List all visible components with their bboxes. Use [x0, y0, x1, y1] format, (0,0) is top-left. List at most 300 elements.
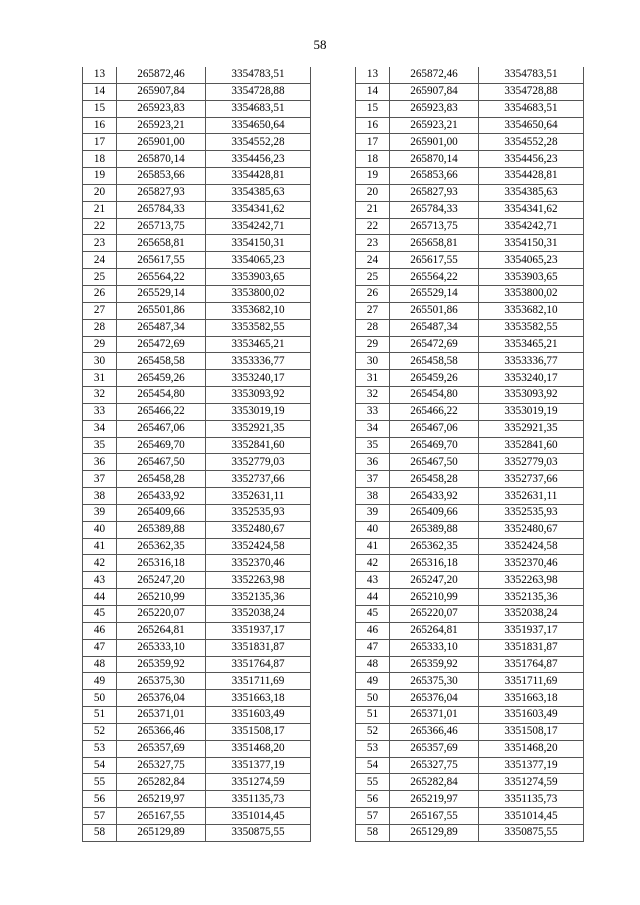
x-coordinate-cell: 265907,84 [390, 83, 479, 100]
point-number-cell: 35 [356, 437, 390, 454]
point-number-cell: 32 [356, 387, 390, 404]
y-coordinate-cell: 3351711,69 [206, 673, 311, 690]
point-number-cell: 56 [83, 791, 117, 808]
x-coordinate-cell: 265907,84 [117, 83, 206, 100]
x-coordinate-cell: 265658,81 [117, 235, 206, 252]
x-coordinate-cell: 265389,88 [390, 521, 479, 538]
x-coordinate-cell: 265901,00 [117, 134, 206, 151]
x-coordinate-cell: 265472,69 [390, 336, 479, 353]
y-coordinate-cell: 3352841,60 [479, 437, 584, 454]
y-coordinate-cell: 3351831,87 [479, 639, 584, 656]
x-coordinate-cell: 265467,50 [117, 454, 206, 471]
y-coordinate-cell: 3354385,63 [206, 184, 311, 201]
point-number-cell: 26 [83, 285, 117, 302]
table-row [356, 100, 584, 117]
x-coordinate-cell: 265219,97 [117, 791, 206, 808]
y-coordinate-cell: 3351603,49 [206, 707, 311, 724]
table-row [83, 673, 311, 690]
point-number-cell: 21 [356, 201, 390, 218]
point-number-cell: 38 [83, 488, 117, 505]
x-coordinate-cell: 265529,14 [390, 285, 479, 302]
x-coordinate-cell: 265220,07 [117, 606, 206, 623]
point-number-cell: 22 [356, 218, 390, 235]
y-coordinate-cell: 3352424,58 [479, 538, 584, 555]
x-coordinate-cell: 265247,20 [117, 572, 206, 589]
point-number-cell: 42 [356, 555, 390, 572]
table-row [356, 740, 584, 757]
x-coordinate-cell: 265282,84 [117, 774, 206, 791]
point-number-cell: 58 [83, 824, 117, 841]
point-number-cell: 42 [83, 555, 117, 572]
x-coordinate-cell: 265210,99 [390, 589, 479, 606]
y-coordinate-cell: 3352921,35 [479, 420, 584, 437]
table-row [356, 723, 584, 740]
point-number-cell: 28 [83, 319, 117, 336]
coordinates-table-right [355, 67, 584, 842]
y-coordinate-cell: 3354242,71 [206, 218, 311, 235]
table-row [83, 707, 311, 724]
table-row [83, 201, 311, 218]
table-row [356, 218, 584, 235]
y-coordinate-cell: 3354683,51 [206, 100, 311, 117]
x-coordinate-cell: 265409,66 [390, 504, 479, 521]
point-number-cell: 49 [356, 673, 390, 690]
point-number-cell: 39 [83, 504, 117, 521]
x-coordinate-cell: 265316,18 [390, 555, 479, 572]
point-number-cell: 44 [83, 589, 117, 606]
point-number-cell: 36 [83, 454, 117, 471]
point-number-cell: 43 [83, 572, 117, 589]
point-number-cell: 25 [356, 269, 390, 286]
table-row [356, 420, 584, 437]
y-coordinate-cell: 3351377,19 [206, 757, 311, 774]
point-number-cell: 40 [356, 521, 390, 538]
y-coordinate-cell: 3354683,51 [479, 100, 584, 117]
table-row [83, 488, 311, 505]
table-row [83, 521, 311, 538]
table-row [356, 387, 584, 404]
y-coordinate-cell: 3353336,77 [206, 353, 311, 370]
x-coordinate-cell: 265433,92 [390, 488, 479, 505]
point-number-cell: 50 [356, 690, 390, 707]
point-number-cell: 53 [83, 740, 117, 757]
point-number-cell: 38 [356, 488, 390, 505]
point-number-cell: 28 [356, 319, 390, 336]
x-coordinate-cell: 265210,99 [117, 589, 206, 606]
y-coordinate-cell: 3352135,36 [479, 589, 584, 606]
point-number-cell: 41 [83, 538, 117, 555]
x-coordinate-cell: 265433,92 [117, 488, 206, 505]
point-number-cell: 23 [356, 235, 390, 252]
x-coordinate-cell: 265853,66 [117, 168, 206, 185]
point-number-cell: 39 [356, 504, 390, 521]
point-number-cell: 33 [83, 403, 117, 420]
table-row [83, 538, 311, 555]
table-row [83, 319, 311, 336]
x-coordinate-cell: 265129,89 [390, 824, 479, 841]
table-row [356, 370, 584, 387]
point-number-cell: 30 [83, 353, 117, 370]
table-row [83, 168, 311, 185]
table-row [356, 184, 584, 201]
table-row [356, 656, 584, 673]
y-coordinate-cell: 3353093,92 [206, 387, 311, 404]
y-coordinate-cell: 3350875,55 [479, 824, 584, 841]
point-number-cell: 13 [83, 67, 117, 83]
table-row [83, 387, 311, 404]
table-row [83, 302, 311, 319]
point-number-cell: 14 [83, 83, 117, 100]
table-row [356, 168, 584, 185]
y-coordinate-cell: 3353240,17 [206, 370, 311, 387]
x-coordinate-cell: 265454,80 [117, 387, 206, 404]
point-number-cell: 51 [356, 707, 390, 724]
x-coordinate-cell: 265458,58 [390, 353, 479, 370]
table-row [356, 201, 584, 218]
y-coordinate-cell: 3352631,11 [479, 488, 584, 505]
x-coordinate-cell: 265375,30 [390, 673, 479, 690]
x-coordinate-cell: 265357,69 [117, 740, 206, 757]
y-coordinate-cell: 3353019,19 [479, 403, 584, 420]
point-number-cell: 30 [356, 353, 390, 370]
point-number-cell: 36 [356, 454, 390, 471]
table-row [83, 471, 311, 488]
table-row [83, 572, 311, 589]
x-coordinate-cell: 265389,88 [117, 521, 206, 538]
x-coordinate-cell: 265129,89 [117, 824, 206, 841]
y-coordinate-cell: 3354728,88 [206, 83, 311, 100]
point-number-cell: 45 [356, 606, 390, 623]
x-coordinate-cell: 265264,81 [117, 622, 206, 639]
table-row [356, 757, 584, 774]
point-number-cell: 55 [356, 774, 390, 791]
y-coordinate-cell: 3353800,02 [479, 285, 584, 302]
x-coordinate-cell: 265376,04 [117, 690, 206, 707]
y-coordinate-cell: 3354650,64 [206, 117, 311, 134]
table-row [356, 572, 584, 589]
table-row [356, 302, 584, 319]
y-coordinate-cell: 3351937,17 [206, 622, 311, 639]
point-number-cell: 24 [356, 252, 390, 269]
point-number-cell: 32 [83, 387, 117, 404]
table-row [83, 454, 311, 471]
y-coordinate-cell: 3351135,73 [206, 791, 311, 808]
table-row [83, 83, 311, 100]
point-number-cell: 34 [356, 420, 390, 437]
point-number-cell: 16 [83, 117, 117, 134]
point-number-cell: 19 [356, 168, 390, 185]
y-coordinate-cell: 3353682,10 [206, 302, 311, 319]
x-coordinate-cell: 265220,07 [390, 606, 479, 623]
table-row [83, 218, 311, 235]
x-coordinate-cell: 265282,84 [390, 774, 479, 791]
point-number-cell: 22 [83, 218, 117, 235]
table-row [83, 740, 311, 757]
y-coordinate-cell: 3354341,62 [479, 201, 584, 218]
y-coordinate-cell: 3352841,60 [206, 437, 311, 454]
table-row [356, 707, 584, 724]
x-coordinate-cell: 265376,04 [390, 690, 479, 707]
x-coordinate-cell: 265458,58 [117, 353, 206, 370]
y-coordinate-cell: 3352480,67 [479, 521, 584, 538]
x-coordinate-cell: 265409,66 [117, 504, 206, 521]
x-coordinate-cell: 265247,20 [390, 572, 479, 589]
table-row [83, 353, 311, 370]
x-coordinate-cell: 265487,34 [117, 319, 206, 336]
point-number-cell: 14 [356, 83, 390, 100]
y-coordinate-cell: 3354150,31 [479, 235, 584, 252]
point-number-cell: 20 [356, 184, 390, 201]
y-coordinate-cell: 3352370,46 [479, 555, 584, 572]
point-number-cell: 41 [356, 538, 390, 555]
table-row [356, 67, 584, 83]
table-row [356, 606, 584, 623]
y-coordinate-cell: 3352424,58 [206, 538, 311, 555]
x-coordinate-cell: 265901,00 [390, 134, 479, 151]
x-coordinate-cell: 265469,70 [390, 437, 479, 454]
table-row [356, 555, 584, 572]
y-coordinate-cell: 3351014,45 [479, 808, 584, 825]
y-coordinate-cell: 3352779,03 [206, 454, 311, 471]
point-number-cell: 31 [83, 370, 117, 387]
table-row [83, 555, 311, 572]
x-coordinate-cell: 265467,50 [390, 454, 479, 471]
y-coordinate-cell: 3351831,87 [206, 639, 311, 656]
x-coordinate-cell: 265466,22 [117, 403, 206, 420]
point-number-cell: 58 [356, 824, 390, 841]
y-coordinate-cell: 3352038,24 [479, 606, 584, 623]
point-number-cell: 37 [83, 471, 117, 488]
point-number-cell: 17 [83, 134, 117, 151]
y-coordinate-cell: 3352631,11 [206, 488, 311, 505]
point-number-cell: 57 [83, 808, 117, 825]
x-coordinate-cell: 265359,92 [117, 656, 206, 673]
y-coordinate-cell: 3354728,88 [479, 83, 584, 100]
y-coordinate-cell: 3353582,55 [206, 319, 311, 336]
y-coordinate-cell: 3352921,35 [206, 420, 311, 437]
x-coordinate-cell: 265564,22 [390, 269, 479, 286]
x-coordinate-cell: 265784,33 [390, 201, 479, 218]
x-coordinate-cell: 265366,46 [117, 723, 206, 740]
x-coordinate-cell: 265827,93 [390, 184, 479, 201]
point-number-cell: 18 [83, 151, 117, 168]
table-row [83, 184, 311, 201]
y-coordinate-cell: 3353582,55 [479, 319, 584, 336]
x-coordinate-cell: 265713,75 [390, 218, 479, 235]
table-row [356, 403, 584, 420]
table-row [83, 403, 311, 420]
table-row [83, 252, 311, 269]
table-row [356, 622, 584, 639]
table-row [356, 437, 584, 454]
table-row [83, 774, 311, 791]
table-row [356, 471, 584, 488]
y-coordinate-cell: 3351508,17 [479, 723, 584, 740]
table-row [83, 67, 311, 83]
table-row [83, 420, 311, 437]
x-coordinate-cell: 265923,21 [117, 117, 206, 134]
x-coordinate-cell: 265472,69 [117, 336, 206, 353]
point-number-cell: 15 [356, 100, 390, 117]
y-coordinate-cell: 3354428,81 [206, 168, 311, 185]
x-coordinate-cell: 265466,22 [390, 403, 479, 420]
point-number-cell: 20 [83, 184, 117, 201]
x-coordinate-cell: 265264,81 [390, 622, 479, 639]
point-number-cell: 25 [83, 269, 117, 286]
x-coordinate-cell: 265564,22 [117, 269, 206, 286]
point-number-cell: 47 [356, 639, 390, 656]
y-coordinate-cell: 3351135,73 [479, 791, 584, 808]
point-number-cell: 19 [83, 168, 117, 185]
table-row [356, 538, 584, 555]
table-row [83, 639, 311, 656]
y-coordinate-cell: 3351764,87 [206, 656, 311, 673]
x-coordinate-cell: 265501,86 [117, 302, 206, 319]
table-row [356, 504, 584, 521]
table-row [83, 269, 311, 286]
point-number-cell: 21 [83, 201, 117, 218]
point-number-cell: 56 [356, 791, 390, 808]
table-row [356, 690, 584, 707]
y-coordinate-cell: 3353019,19 [206, 403, 311, 420]
y-coordinate-cell: 3354650,64 [479, 117, 584, 134]
y-coordinate-cell: 3351468,20 [479, 740, 584, 757]
point-number-cell: 29 [356, 336, 390, 353]
point-number-cell: 45 [83, 606, 117, 623]
point-number-cell: 55 [83, 774, 117, 791]
table-row [356, 269, 584, 286]
y-coordinate-cell: 3353903,65 [206, 269, 311, 286]
y-coordinate-cell: 3352737,66 [479, 471, 584, 488]
x-coordinate-cell: 265617,55 [117, 252, 206, 269]
point-number-cell: 33 [356, 403, 390, 420]
y-coordinate-cell: 3352135,36 [206, 589, 311, 606]
y-coordinate-cell: 3354065,23 [206, 252, 311, 269]
point-number-cell: 27 [356, 302, 390, 319]
x-coordinate-cell: 265371,01 [390, 707, 479, 724]
x-coordinate-cell: 265454,80 [390, 387, 479, 404]
y-coordinate-cell: 3354341,62 [206, 201, 311, 218]
x-coordinate-cell: 265529,14 [117, 285, 206, 302]
y-coordinate-cell: 3353682,10 [479, 302, 584, 319]
table-row [83, 757, 311, 774]
point-number-cell: 24 [83, 252, 117, 269]
y-coordinate-cell: 3354428,81 [479, 168, 584, 185]
y-coordinate-cell: 3352480,67 [206, 521, 311, 538]
table-row [83, 151, 311, 168]
y-coordinate-cell: 3353465,21 [479, 336, 584, 353]
x-coordinate-cell: 265853,66 [390, 168, 479, 185]
y-coordinate-cell: 3353336,77 [479, 353, 584, 370]
point-number-cell: 13 [356, 67, 390, 83]
x-coordinate-cell: 265327,75 [390, 757, 479, 774]
x-coordinate-cell: 265872,46 [390, 67, 479, 83]
point-number-cell: 49 [83, 673, 117, 690]
point-number-cell: 51 [83, 707, 117, 724]
y-coordinate-cell: 3352779,03 [479, 454, 584, 471]
y-coordinate-cell: 3352737,66 [206, 471, 311, 488]
table-row [83, 100, 311, 117]
point-number-cell: 48 [356, 656, 390, 673]
table-row [356, 353, 584, 370]
y-coordinate-cell: 3351508,17 [206, 723, 311, 740]
point-number-cell: 48 [83, 656, 117, 673]
point-number-cell: 50 [83, 690, 117, 707]
point-number-cell: 46 [83, 622, 117, 639]
table-row [83, 336, 311, 353]
y-coordinate-cell: 3351603,49 [479, 707, 584, 724]
x-coordinate-cell: 265362,35 [390, 538, 479, 555]
x-coordinate-cell: 265923,21 [390, 117, 479, 134]
point-number-cell: 18 [356, 151, 390, 168]
coordinates-table-right-body [356, 67, 584, 841]
x-coordinate-cell: 265923,83 [117, 100, 206, 117]
point-number-cell: 40 [83, 521, 117, 538]
table-row [356, 589, 584, 606]
x-coordinate-cell: 265458,28 [390, 471, 479, 488]
point-number-cell: 43 [356, 572, 390, 589]
coordinates-table-left [82, 67, 311, 842]
table-row [83, 437, 311, 454]
y-coordinate-cell: 3354150,31 [206, 235, 311, 252]
point-number-cell: 27 [83, 302, 117, 319]
table-row [356, 117, 584, 134]
table-row [356, 774, 584, 791]
point-number-cell: 57 [356, 808, 390, 825]
x-coordinate-cell: 265333,10 [390, 639, 479, 656]
x-coordinate-cell: 265375,30 [117, 673, 206, 690]
table-row [356, 319, 584, 336]
table-row [83, 134, 311, 151]
table-row [356, 791, 584, 808]
y-coordinate-cell: 3352535,93 [206, 504, 311, 521]
x-coordinate-cell: 265359,92 [390, 656, 479, 673]
point-number-cell: 15 [83, 100, 117, 117]
y-coordinate-cell: 3351274,59 [206, 774, 311, 791]
x-coordinate-cell: 265316,18 [117, 555, 206, 572]
x-coordinate-cell: 265327,75 [117, 757, 206, 774]
point-number-cell: 37 [356, 471, 390, 488]
y-coordinate-cell: 3353903,65 [479, 269, 584, 286]
coordinates-table-left-body [83, 67, 311, 841]
table-row [83, 808, 311, 825]
table-row [356, 824, 584, 841]
y-coordinate-cell: 3353800,02 [206, 285, 311, 302]
y-coordinate-cell: 3351468,20 [206, 740, 311, 757]
table-row [356, 83, 584, 100]
y-coordinate-cell: 3350875,55 [206, 824, 311, 841]
table-row [83, 791, 311, 808]
table-row [83, 504, 311, 521]
point-number-cell: 17 [356, 134, 390, 151]
x-coordinate-cell: 265357,69 [390, 740, 479, 757]
y-coordinate-cell: 3352263,98 [479, 572, 584, 589]
table-row [83, 606, 311, 623]
y-coordinate-cell: 3354783,51 [479, 67, 584, 83]
table-row [83, 824, 311, 841]
y-coordinate-cell: 3351663,18 [206, 690, 311, 707]
x-coordinate-cell: 265458,28 [117, 471, 206, 488]
y-coordinate-cell: 3352535,93 [479, 504, 584, 521]
y-coordinate-cell: 3354552,28 [479, 134, 584, 151]
table-row [83, 117, 311, 134]
point-number-cell: 34 [83, 420, 117, 437]
y-coordinate-cell: 3353093,92 [479, 387, 584, 404]
x-coordinate-cell: 265459,26 [117, 370, 206, 387]
point-number-cell: 16 [356, 117, 390, 134]
point-number-cell: 54 [356, 757, 390, 774]
x-coordinate-cell: 265872,46 [117, 67, 206, 83]
